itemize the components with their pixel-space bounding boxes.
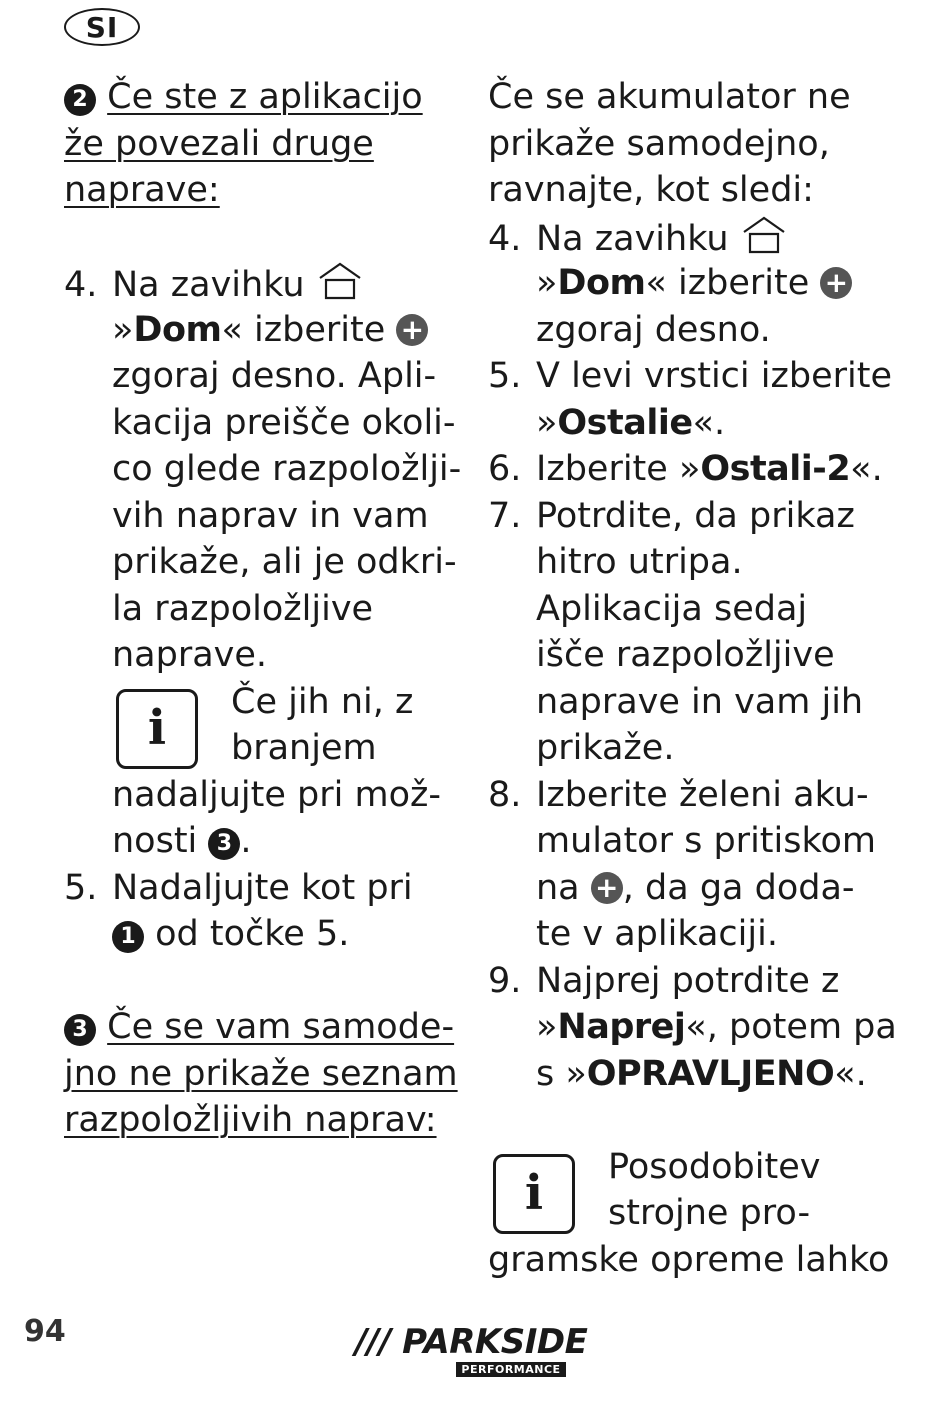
section-2-heading-line-2: že povezali druge — [64, 123, 374, 164]
home-tab-icon — [316, 260, 364, 302]
right-step-7-line-4: išče razpoložljive — [536, 635, 835, 675]
right-step-5-line-1: 5. V levi vrstici izberite — [488, 356, 892, 396]
right-step-8-line-4: te v aplikaciji. — [536, 914, 778, 954]
left-info-line-2: branjem — [231, 728, 377, 768]
right-column — [488, 74, 897, 1283]
info-icon: i — [493, 1154, 575, 1234]
section-3-heading-line-3: razpoložljivih naprav: — [64, 1100, 437, 1140]
spacer — [64, 958, 454, 1005]
left-step-4-line-1: 4. Na zavihku — [64, 260, 454, 307]
right-step-8-line-2: mulator s pritiskom — [536, 821, 877, 861]
spacer — [64, 214, 454, 261]
right-step-5-line-2: »Ostalie«. — [536, 402, 726, 443]
right-step-7-line-2: hitro utripa. — [536, 542, 743, 582]
brand-subline: PERFORMANCE — [456, 1362, 566, 1377]
right-info-line-2: strojne pro- — [608, 1193, 811, 1233]
step-marker-3: 3 — [64, 1014, 96, 1046]
right-info-note — [488, 1144, 883, 1237]
left-step-4-line-6: vih naprav in vam — [112, 495, 429, 536]
left-info-note — [64, 679, 454, 772]
language-code: SI — [85, 10, 119, 44]
step-marker-2: 2 — [64, 84, 96, 116]
right-step-4-line-1: 4. Na zavihku — [488, 214, 883, 261]
right-step-7-line-6: prikaže. — [536, 728, 675, 768]
step-marker-3: 3 — [208, 828, 240, 860]
left-step-5-line-2: 1 od točke 5. — [64, 911, 454, 958]
left-info-line-3: nadaljujte pri mož- — [112, 774, 441, 815]
right-step-8-line-3: na + , da ga doda- — [536, 867, 855, 908]
right-intro-line-3: ravnajte, kot sledi: — [488, 170, 814, 210]
left-info-line-1: Če jih ni, z — [231, 681, 414, 722]
plus-icon: + — [820, 267, 852, 299]
left-step-4-line-7: prikaže, ali je odkri- — [112, 542, 457, 582]
right-step-7-line-3: Aplikacija sedaj — [536, 588, 808, 629]
left-step-4-line-4: kacija preišče okoli- — [112, 402, 456, 443]
section-2-heading-line-3: naprave: — [64, 170, 220, 210]
left-step-4-line-8: la razpoložljive — [112, 588, 374, 629]
right-step-7-line-5: naprave in vam jih — [536, 681, 864, 722]
right-info-line-1: Posodobitev — [608, 1146, 821, 1187]
parkside-logo — [355, 1322, 588, 1378]
right-step-4-line-2: »Dom« izberite + — [488, 260, 883, 307]
left-step-4-line-2: »Dom« izberite + — [64, 307, 454, 354]
left-step-4-line-9: naprave. — [112, 635, 268, 675]
section-3-heading-line-2: jno ne prikaže seznam — [64, 1053, 458, 1094]
right-step-4-line-3: zgoraj desno. — [536, 309, 771, 350]
info-icon: i — [116, 689, 198, 769]
right-step-9-line-1: 9. Najprej potrdite z — [488, 960, 840, 1001]
left-column — [64, 74, 462, 1144]
language-badge — [64, 8, 140, 46]
right-step-6-line-1: 6. Izberite »Ostali-2«. — [488, 449, 883, 489]
spacer — [488, 1097, 883, 1144]
section-2-heading-line-1: 2 Če ste z aplikacijo — [64, 74, 454, 121]
page-number: 94 — [24, 1314, 66, 1349]
right-step-7-line-1: 7. Potrdite, da prikaz — [488, 495, 855, 536]
right-intro-line-2: prikaže samodejno, — [488, 123, 830, 164]
brand-name: /// PARKSIDE — [355, 1322, 588, 1362]
left-step-4-line-3: zgoraj desno. Apli- — [112, 356, 437, 396]
right-intro-line-1: Če se akumulator ne — [488, 77, 851, 117]
home-tab-icon — [740, 214, 788, 256]
plus-icon: + — [591, 872, 623, 904]
left-step-5-line-1: 5. Nadaljujte kot pri — [64, 867, 413, 908]
step-marker-1: 1 — [112, 921, 144, 953]
right-info-line-3: gramske opreme lahko — [488, 1239, 890, 1280]
right-step-8-line-1: 8. Izberite želeni aku- — [488, 774, 869, 815]
left-step-4-line-5: co glede razpoložlji- — [112, 449, 462, 489]
section-3-heading-line-1: 3 Če se vam samode- — [64, 1004, 454, 1051]
plus-icon: + — [396, 314, 428, 346]
right-step-9-line-2: »Naprej«, potem pa — [536, 1007, 897, 1047]
right-step-9-line-3: s »OPRAVLJENO«. — [536, 1053, 867, 1094]
left-info-line-4: nosti 3 . — [112, 821, 252, 861]
